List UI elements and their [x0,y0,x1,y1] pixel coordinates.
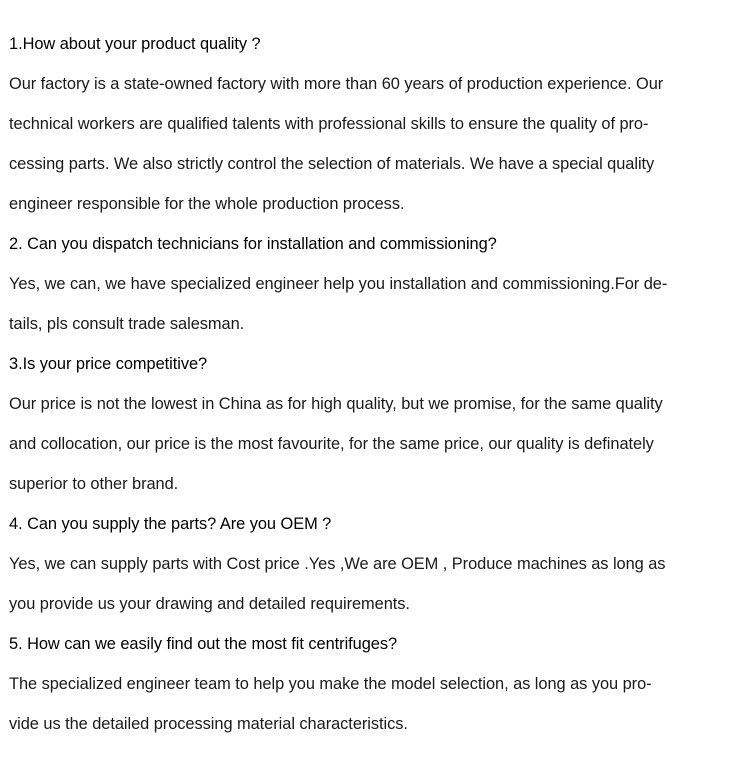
faq-answer-1-line-1: Our factory is a state-owned factory with more than 60 years of production experience. Our [9,75,664,93]
faq-answer-1-line-3: cessing parts. We also strictly control the selection of materials. We have a special quality [9,155,655,173]
faq-answer-3-line-3: superior to other brand. [9,475,179,493]
faq-answer-5-line-1: The specialized engineer team to help you make the model selection, as long as you pro- [9,675,652,693]
faq-answer-3-line-2: and collocation, our price is the most favourite, for the same price, our quality is definately [9,435,654,453]
faq-question-4: 4. Can you supply the parts? Are you OEM ? [9,515,332,533]
faq-question-5: 5. How can we easily find out the most fit centrifuges? [9,635,398,653]
faq-question-3: 3.Is your price competitive? [9,355,208,373]
faq-answer-4-line-2: you provide us your drawing and detailed requirements. [9,595,410,613]
faq-question-2: 2. Can you dispatch technicians for installation and commissioning? [9,235,497,253]
faq-answer-1-line-4: engineer responsible for the whole production process. [9,195,405,213]
faq-question-1: 1.How about your product quality ? [9,35,261,53]
faq-answer-4-line-1: Yes, we can supply parts with Cost price .Yes ,We are OEM , Produce machines as long as [9,555,666,573]
faq-answer-2-line-2: tails, pls consult trade salesman. [9,315,245,333]
faq-answer-2-line-1: Yes, we can, we have specialized engineer help you installation and commissioning.For de- [9,275,668,293]
faq-answer-1-line-2: technical workers are qualified talents with professional skills to ensure the quality of pro- [9,115,649,133]
faq-answer-3-line-1: Our price is not the lowest in China as for high quality, but we promise, for the same quality [9,395,663,413]
faq-answer-5-line-2: vide us the detailed processing material characteristics. [9,715,408,733]
